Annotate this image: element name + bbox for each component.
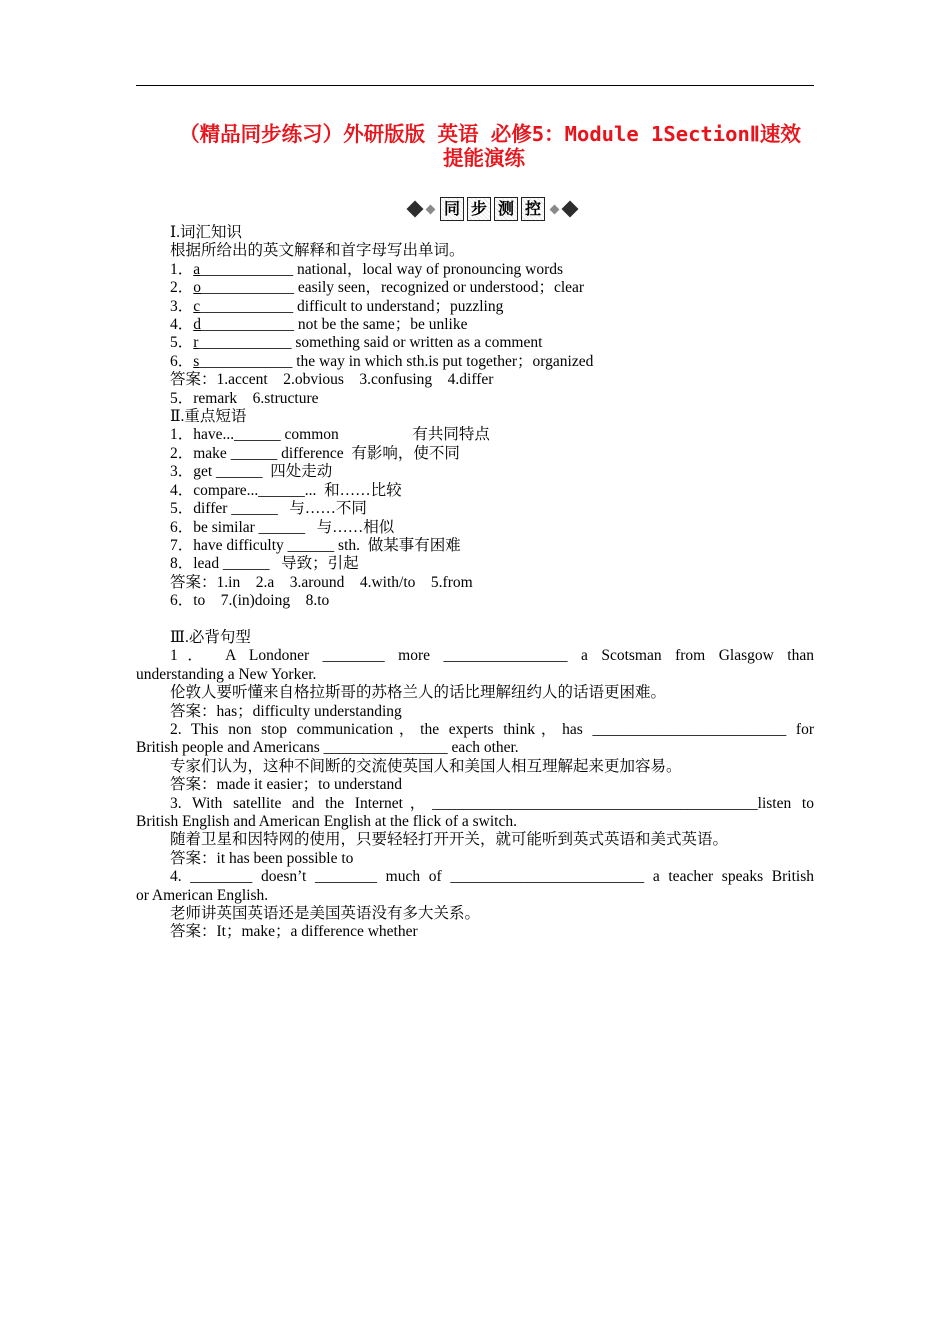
phrase-item: 2．make ______ difference 有影响，使不同: [170, 444, 460, 462]
item-number: 2．: [170, 279, 194, 297]
answer-line: 5．remark 6.structure: [170, 389, 319, 407]
sentence-q3-line1: 3. With satellite and the Internet，__________________________________________listen to: [170, 794, 814, 812]
sentence-q1-translation: 伦敦人要听懂来自格拉斯哥的苏格兰人的话比理解纽约人的话语更困难。: [170, 684, 667, 702]
definition: not be the same；be unlike: [294, 316, 468, 334]
item-number: 1．: [170, 260, 194, 278]
answer-line: [136, 850, 814, 868]
section-heading: Ⅱ.重点短语: [170, 408, 247, 426]
initial-letter: r: [193, 334, 199, 352]
vocab-item: [136, 298, 814, 316]
item-number: 6．: [170, 352, 194, 370]
page-title: [150, 122, 830, 170]
sentence-q1-line2: understanding a New Yorker.: [136, 665, 317, 683]
diamond-small-icon: [550, 204, 560, 214]
item-number: 5．: [170, 334, 194, 352]
answer-blank: ____________: [201, 316, 295, 334]
answer-line: [136, 703, 814, 721]
diamond-small-icon: [426, 204, 436, 214]
definition: the way in which sth.is put together；organized: [292, 352, 594, 370]
answer-text: 1.accent 2.obvious 3.confusing 4.differ: [216, 371, 494, 389]
sentence-q2-translation: 专家们认为，这种不间断的交流使英国人和美国人相互理解起来更加容易。: [170, 757, 682, 775]
initial-letter: a: [193, 260, 201, 278]
vocab-item: [136, 279, 814, 297]
initial-letter: d: [193, 316, 202, 334]
sentence-q3-translation: 随着卫星和因特网的使用，只要轻轻打开开关，就可能听到英式英语和美式英语。: [170, 831, 729, 849]
answer-label: 答案：: [170, 573, 217, 591]
phrase-item: 7．have difficulty ______ sth. 做某事有困难: [170, 536, 461, 554]
answer-line: [136, 371, 814, 389]
definition: easily seen，recognized or understood；clear: [294, 279, 585, 297]
answer-blank: ____________: [200, 260, 294, 278]
sentence-q2-line2: British people and Americans ________________ each other.: [136, 739, 519, 757]
item-number: 3．: [170, 297, 194, 315]
banner-char: 步: [467, 197, 491, 221]
initial-letter: o: [193, 279, 202, 297]
spacer: [136, 611, 814, 629]
answer-blank: ____________: [201, 279, 295, 297]
sentence-q1-line1: 1． A Londoner ________ more ________________ a Scotsman from Glasgow than: [170, 647, 814, 665]
banner-char: 测: [494, 197, 518, 221]
item-number: 4．: [170, 316, 194, 334]
banner-char: 同: [440, 197, 464, 221]
answer-label: 答案：: [170, 923, 217, 941]
answer-text: made it easier；to understand: [216, 776, 403, 794]
vocab-item: [136, 353, 814, 371]
answer-text: has；difficulty understanding: [216, 702, 402, 720]
header-rule: [136, 85, 814, 86]
phrase-item: 1．have...______ common 有共同特点: [170, 426, 490, 444]
vocab-item: [136, 261, 814, 279]
answer-line: [136, 574, 814, 592]
phrase-item: 4．compare...______... 和……比较: [170, 481, 402, 499]
phrase-item: 3．get ______ 四处走动: [170, 463, 333, 481]
sentence-q2-line1: 2. This non stop communication，the experts think，has _________________________ for: [170, 720, 814, 738]
answer-text: it has been possible to: [216, 849, 354, 867]
title-line-1: （精品同步练习）外研版版 英语 必修5：Module 1SectionⅡ速效: [179, 122, 801, 146]
answer-line: [136, 776, 814, 794]
vocab-item: [136, 316, 814, 334]
definition: something said or written as a comment: [291, 334, 543, 352]
initial-letter: s: [193, 352, 200, 370]
sentence-q4-line1: 4. ________ doesn’t ________ much of _________________________ a teacher speaks British: [170, 868, 814, 886]
answer-line: [136, 923, 814, 941]
banner-char: 控: [521, 197, 545, 221]
sentence-q4-translation: 老师讲英国英语还是美国英语没有多大关系。: [170, 905, 481, 923]
title-line-2: 提能演练: [443, 146, 525, 170]
initial-letter: c: [193, 297, 201, 315]
answer-blank: ____________: [198, 334, 292, 352]
diamond-icon: [562, 201, 579, 218]
answer-label: 答案：: [170, 702, 217, 720]
answer-text: It；make；a difference whether: [216, 923, 418, 941]
answer-text: 1.in 2.a 3.around 4.with/to 5.from: [216, 573, 473, 591]
diamond-icon: [407, 201, 424, 218]
phrase-item: 8．lead ______ 导致；引起: [170, 555, 359, 573]
sentence-q3-line2: British English and American English at the flick of a switch.: [136, 812, 517, 830]
answer-blank: ____________: [200, 297, 294, 315]
answer-blank: ____________: [199, 352, 293, 370]
sentence-q4-line2: or American English.: [136, 886, 269, 904]
vocab-item: [136, 334, 814, 352]
section-banner: [390, 195, 595, 223]
document-body: [136, 224, 814, 942]
answer-label: 答案：: [170, 849, 217, 867]
phrase-item: 5．differ ______ 与……不同: [170, 500, 367, 518]
section-heading: Ⅰ.词汇知识: [170, 224, 242, 241]
definition: difficult to understand；puzzling: [293, 297, 504, 315]
phrase-item: 6．be similar ______ 与……相似: [170, 518, 395, 536]
answer-label: 答案：: [170, 371, 217, 389]
section-heading: Ⅲ.必背句型: [170, 628, 251, 646]
instruction: 根据所给出的英文解释和首字母写出单词。: [170, 242, 465, 260]
answer-line: 6．to 7.(in)doing 8.to: [170, 592, 330, 610]
definition: national，local way of pronouncing words: [293, 260, 564, 278]
answer-label: 答案：: [170, 776, 217, 794]
